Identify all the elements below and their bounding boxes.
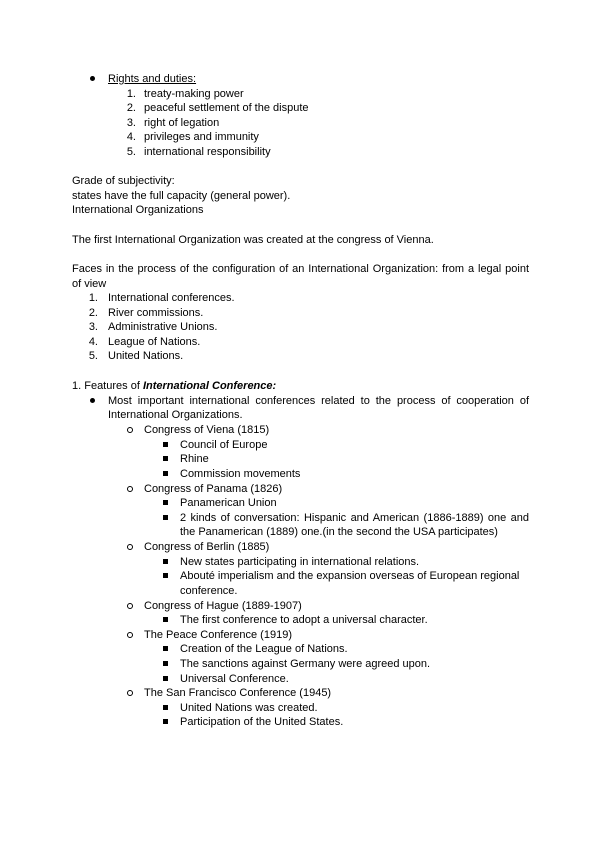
list-item: treaty-making power xyxy=(144,88,244,100)
bullet-square-icon xyxy=(163,617,168,622)
conference-point: 2 kinds of conversation: Hispanic and American (1886-1889) one and xyxy=(180,512,529,524)
bullet-square-icon xyxy=(163,442,168,447)
bullet-circle-icon xyxy=(127,486,133,492)
conference-name: Congress of Berlin (1885) xyxy=(144,541,270,553)
bullet-square-icon xyxy=(163,456,168,461)
bullet-square-icon xyxy=(163,500,168,505)
conference-point: Abouté imperialism and the expansion overseas of European regional xyxy=(180,570,520,582)
paragraph: of view xyxy=(72,278,107,290)
conference-name: Congress of Hague (1889-1907) xyxy=(144,600,302,612)
list-number: 1. xyxy=(88,292,98,304)
list-number: 4. xyxy=(88,336,98,348)
list-item: International conferences. xyxy=(108,292,235,304)
bullet-square-icon xyxy=(163,676,168,681)
conference-point: Council of Europe xyxy=(180,439,268,451)
list-item: right of legation xyxy=(144,117,220,129)
paragraph: The first International Organization was created at the congress of Vienna. xyxy=(72,234,434,246)
bullet-circle-icon xyxy=(127,427,133,433)
conference-point: New states participating in international relations. xyxy=(180,556,420,568)
list-item: privileges and immunity xyxy=(144,131,259,143)
conference-point: Universal Conference. xyxy=(180,673,289,685)
conference-point: United Nations was created. xyxy=(180,702,318,714)
list-item: Administrative Unions. xyxy=(108,321,218,333)
bullet-square-icon xyxy=(163,705,168,710)
bullet-circle-icon xyxy=(127,603,133,609)
bullet-square-icon xyxy=(163,559,168,564)
list-item: United Nations. xyxy=(108,350,184,362)
conference-point-continued: the Panamerican (1889) one.(in the second the USA participates) xyxy=(180,526,498,538)
list-item: International Organizations. xyxy=(108,409,243,421)
section-heading xyxy=(72,379,276,394)
list-number: 3. xyxy=(88,321,98,333)
list-number: 4. xyxy=(126,131,136,143)
conference-point: Commission movements xyxy=(180,468,301,480)
bullet-square-icon xyxy=(163,471,168,476)
bullet-square-icon xyxy=(163,646,168,651)
bullet-square-icon xyxy=(163,515,168,520)
bullet-circle-icon xyxy=(127,544,133,550)
list-number: 2. xyxy=(88,307,98,319)
conference-name: Congress of Viena (1815) xyxy=(144,424,270,436)
paragraph: Faces in the process of the configuration of an International Organization: from a legal point xyxy=(72,263,529,275)
conference-name: The Peace Conference (1919) xyxy=(144,629,292,641)
list-number: 2. xyxy=(126,102,136,114)
conference-point: Panamerican Union xyxy=(180,497,277,509)
bullet-circle-icon xyxy=(127,690,133,696)
list-item: peaceful settlement of the dispute xyxy=(144,102,309,114)
list-item: international responsibility xyxy=(144,146,271,158)
bullet-circle-icon xyxy=(127,632,133,638)
list-number: 3. xyxy=(126,117,136,129)
conference-name: Congress of Panama (1826) xyxy=(144,483,283,495)
bullet-square-icon xyxy=(163,573,168,578)
subjectivity-text: states have the full capacity (general power). xyxy=(72,190,291,202)
list-item: Most important international conferences related to the process of cooperation of xyxy=(108,395,529,407)
rights-heading: Rights and duties: xyxy=(108,73,197,85)
conference-point: Creation of the League of Nations. xyxy=(180,643,348,655)
conference-point: Participation of the United States. xyxy=(180,716,344,728)
list-number: 1. xyxy=(126,88,136,100)
conference-point: The first conference to adopt a universal character. xyxy=(180,614,428,626)
conference-point-continued: conference. xyxy=(180,585,238,597)
list-number: 5. xyxy=(88,350,98,362)
bullet-disc-icon xyxy=(90,76,95,81)
conference-point: The sanctions against Germany were agreed upon. xyxy=(180,658,431,670)
bullet-square-icon xyxy=(163,719,168,724)
conference-point: Rhine xyxy=(180,453,209,465)
bullet-square-icon xyxy=(163,661,168,666)
bullet-disc-icon xyxy=(90,398,95,403)
subjectivity-label: Grade of subjectivity: xyxy=(72,175,175,187)
conference-name: The San Francisco Conference (1945) xyxy=(144,687,332,699)
list-number: 5. xyxy=(126,146,136,158)
section-heading-emphasis: International Conference: xyxy=(142,380,277,392)
subjectivity-text: International Organizations xyxy=(72,204,204,216)
list-item: River commissions. xyxy=(108,307,204,319)
list-item: League of Nations. xyxy=(108,336,201,348)
section-heading-prefix: 1. Features of xyxy=(72,380,143,392)
